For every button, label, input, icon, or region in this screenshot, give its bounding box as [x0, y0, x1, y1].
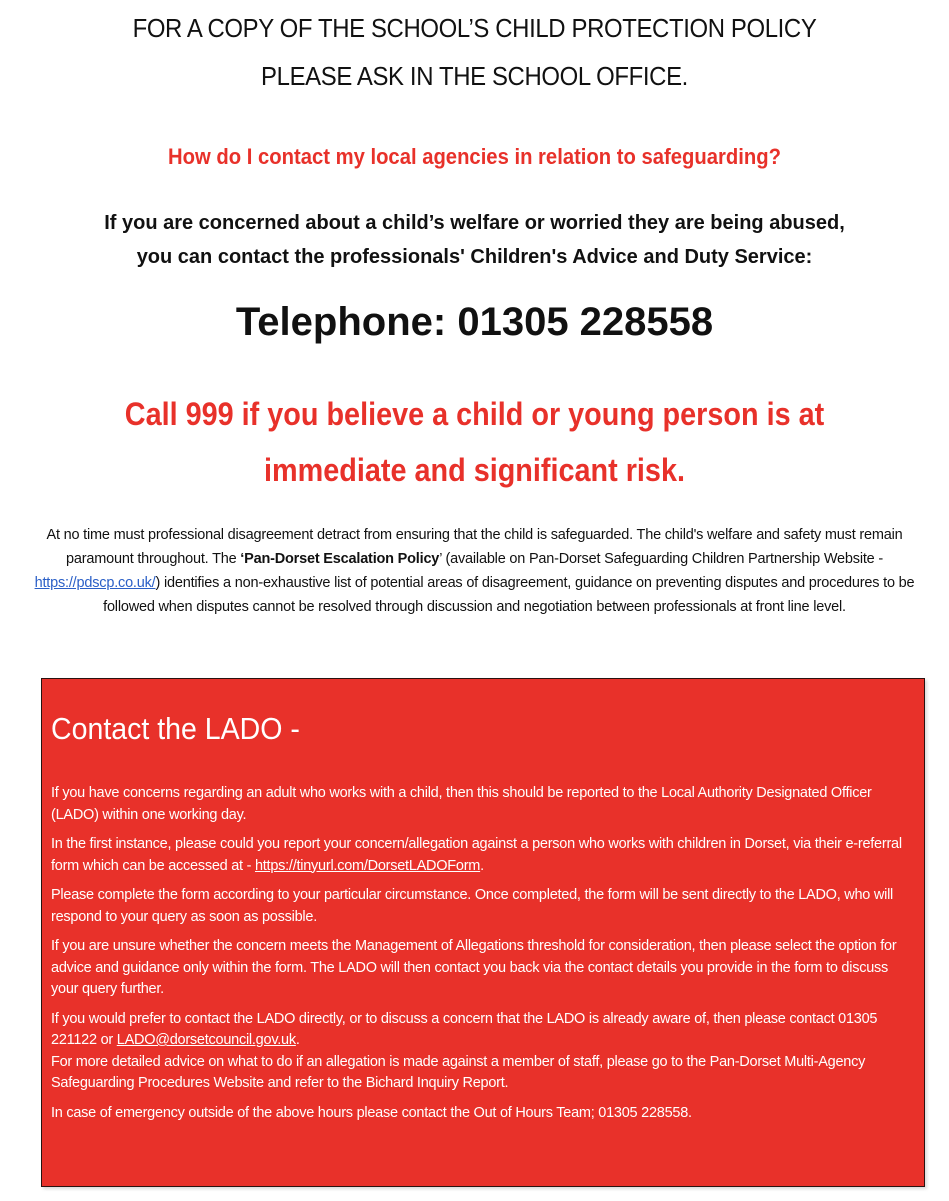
lado-paragraph-concerns: If you have concerns regarding an adult who works with a child, then this should be reported to the Local Authority Designated Officer (LADO) within one working day. — [51, 785, 872, 823]
concern-line1: If you are concerned about a child’s welfare or worried they are being abused, — [104, 212, 845, 234]
call-999-line2: immediate and significant risk. — [264, 452, 685, 488]
call-999-line1: Call 999 if you believe a child or young person is at — [124, 396, 825, 432]
lado-body — [51, 783, 917, 1132]
escalation-policy-quote: ’ — [439, 551, 442, 567]
pdscp-link[interactable]: https://pdscp.co.uk/ — [34, 575, 156, 591]
lado-paragraph-complete-form: Please complete the form according to your particular circumstance. Once completed, the form will be sent directly to the LADO, who will respond to your query as soon as possible. — [51, 887, 894, 925]
escalation-policy-name: ‘Pan-Dorset Escalation Policy — [240, 551, 440, 567]
lado-contact-box — [41, 678, 925, 1187]
lado-referral-period: . — [480, 857, 484, 874]
lado-paragraph-emergency: In case of emergency outside of the above hours please contact the Out of Hours Team; 01305 228558. — [51, 1104, 692, 1121]
concern-text — [0, 206, 949, 274]
concern-line2: you can contact the professionals' Children's Advice and Duty Service: — [136, 246, 813, 268]
lado-paragraph-direct-contact — [51, 1009, 917, 1052]
lado-paragraph-threshold: If you are unsure whether the concern meets the Management of Allegations threshold for consideration, then please select the option for advice and guidance only within the form. The LADO will then contact you back via the contact details you provide in the form to discuss your query further. — [51, 938, 897, 997]
lado-direct-period: . — [295, 1032, 300, 1048]
call-999-warning — [47, 386, 901, 498]
lado-direct-text: If you would prefer to contact the LADO directly, or to discuss a concern that the LADO is already aware of, then please contact 01305 221122 or — [51, 1010, 878, 1048]
lado-paragraph-detailed-advice: For more detailed advice on what to do if an allegation is made against a member of staff, please go to the Pan-Dorset Multi-Agency Safeguarding Procedures Website and refer to the Bichard Inquiry Report. — [51, 1053, 866, 1091]
lado-title: Contact the LADO - — [51, 711, 300, 746]
policy-notice-line2: PLEASE ASK IN THE SCHOOL OFFICE. — [261, 61, 688, 91]
agencies-heading: How do I contact my local agencies in relation to safeguarding? — [168, 144, 781, 169]
disagreement-text-middle: (available on Pan-Dorset Safeguarding Children Partnership Website - — [441, 551, 883, 567]
disagreement-paragraph — [30, 523, 919, 619]
lado-paragraph-referral — [51, 834, 917, 877]
lado-referral-text: In the first instance, please could you report your concern/allegation against a person who works with children in Dorset, via their e-referral form which can be accessed at - — [51, 836, 902, 874]
telephone-number: Telephone: 01305 228558 — [235, 300, 714, 344]
lado-form-link[interactable]: https://tinyurl.com/DorsetLADOForm — [254, 857, 481, 874]
disagreement-text-before: At no time must professional disagreement detract from ensuring that the child is safeguarded. The child's welfare and safety must remain paramount throughout. The — [46, 527, 903, 567]
policy-notice — [38, 4, 911, 100]
lado-email-link[interactable]: LADO@dorsetcouncil.gov.uk — [116, 1032, 296, 1048]
policy-notice-line1: FOR A COPY OF THE SCHOOL’S CHILD PROTECTION POLICY — [132, 13, 817, 43]
disagreement-text-after: ) identifies a non-exhaustive list of potential areas of disagreement, guidance on preventing disputes and procedures to be followed when disputes cannot be resolved through discussion and negotiation between professionals at front line level. — [103, 575, 915, 615]
